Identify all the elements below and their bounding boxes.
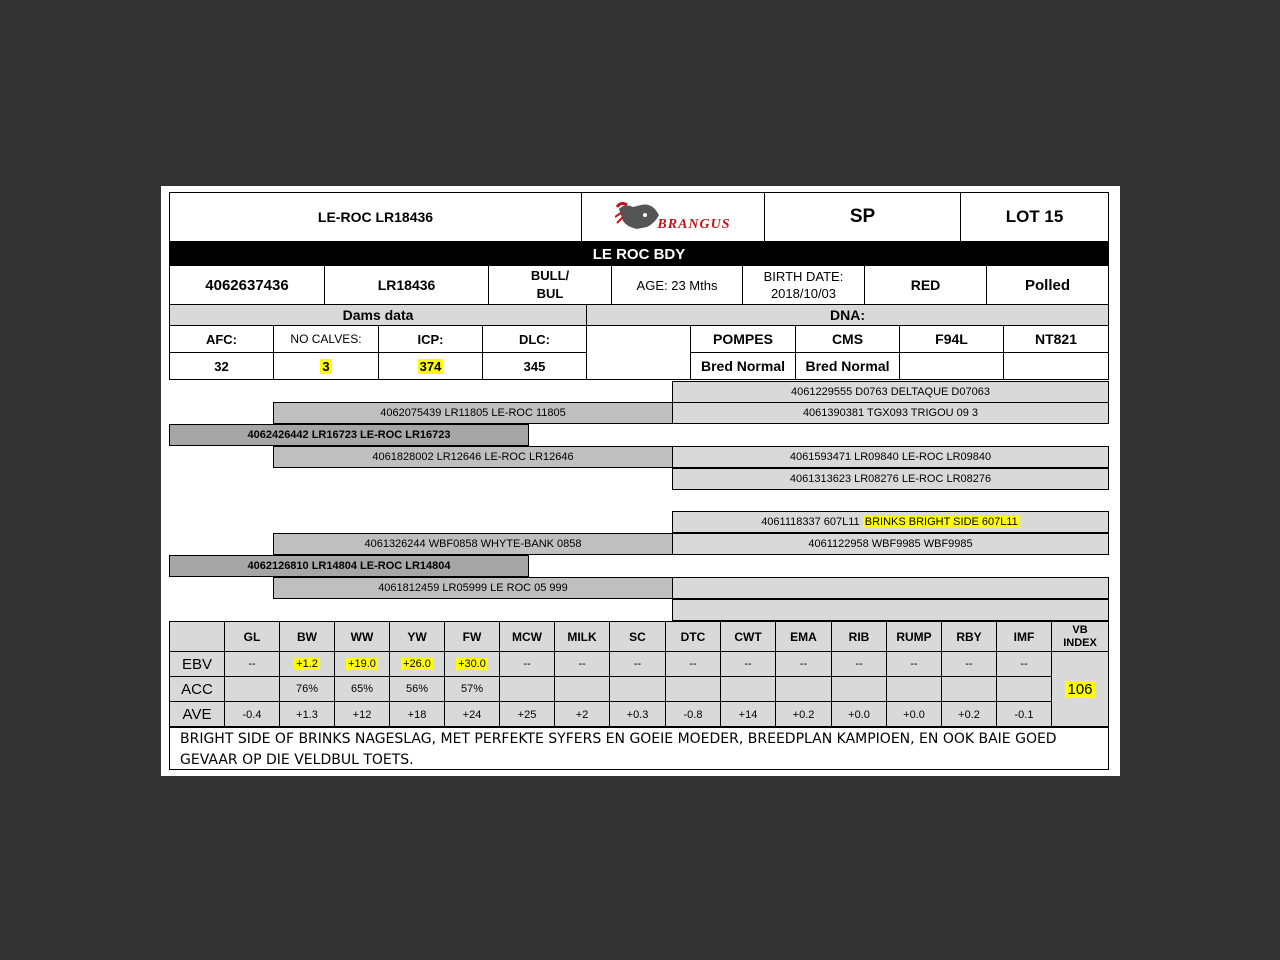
dna-value-f94l — [899, 352, 1004, 380]
ebv-header-dtc-text: DTC — [680, 629, 706, 644]
ebv-acc-fw — [444, 676, 500, 702]
ebv-ave-ema — [775, 701, 832, 728]
ebv-header-sc — [609, 621, 666, 652]
ebv-ave-gl — [224, 701, 280, 728]
dams-label-dlc-text: DLC: — [518, 331, 551, 347]
pedigree-dd — [273, 577, 673, 599]
ebv-ave-dtc-text: -0.8 — [683, 708, 703, 721]
ebv-ebv-imf-text: -- — [1020, 658, 1028, 670]
ebv-row-label-ave-text: AVE — [182, 706, 212, 723]
info-sex-line2: BUL — [536, 286, 564, 301]
ebv-header-sc-text: SC — [629, 629, 646, 644]
dams-value-dlc — [482, 352, 587, 380]
ebv-ave-fw — [444, 701, 500, 728]
pedigree-ddd — [672, 599, 1109, 621]
brangus-logo — [581, 192, 765, 242]
ebv-acc-milk — [554, 676, 610, 702]
ebv-ebv-mcw — [499, 651, 555, 677]
vb-index-header — [1051, 621, 1109, 652]
ebv-ebv-ww — [334, 651, 390, 677]
ebv-acc-rby — [941, 676, 997, 702]
ebv-acc-sc — [609, 676, 666, 702]
ebv-acc-bw — [279, 676, 335, 702]
ebv-row-label-acc — [169, 676, 225, 702]
ebv-header-ema-text: EMA — [790, 629, 817, 644]
ebv-ave-fw-text: +24 — [462, 708, 482, 721]
ebv-ave-cwt — [720, 701, 776, 728]
ebv-acc-ww-text: 65% — [350, 683, 374, 695]
ebv-header-ema — [775, 621, 832, 652]
dna-label-cms — [795, 325, 900, 353]
ebv-ave-rib-text: +0.0 — [848, 708, 870, 721]
info-birth-date: 2018/10/03 — [770, 286, 837, 301]
ebv-header-mcw-text: MCW — [512, 629, 542, 644]
pedigree-sire-text: 4062426442 LR16723 LE-ROC LR16723 — [247, 429, 451, 441]
vb-index-value — [1051, 651, 1109, 728]
dams-label-icp-text: ICP: — [417, 331, 444, 347]
info-birth-label: BIRTH DATE: — [763, 269, 844, 284]
ebv-ebv-dtc — [665, 651, 721, 677]
ebv-ave-gl-text: -0.4 — [242, 708, 262, 721]
ebv-header-milk-text: MILK — [567, 629, 597, 644]
ebv-ave-bw-text: +1.3 — [296, 708, 318, 721]
ebv-ebv-bw — [279, 651, 335, 677]
ebv-header-blank — [169, 621, 225, 652]
pedigree-sd-text: 4061828002 LR12646 LE-ROC LR12646 — [372, 451, 574, 463]
ebv-ebv-dtc-text: -- — [689, 658, 697, 670]
sp-text: SP — [849, 206, 876, 227]
ebv-ebv-imf — [996, 651, 1052, 677]
pedigree-dds — [672, 577, 1109, 599]
pedigree-ss-text: 4062075439 LR11805 LE-ROC 11805 — [380, 407, 566, 419]
info-id — [169, 265, 325, 305]
dna-label-nt821-text: NT821 — [1034, 331, 1078, 347]
ebv-ave-cwt-text: +14 — [738, 708, 758, 721]
animal-title-banner — [169, 242, 1109, 266]
ebv-ebv-rib — [831, 651, 887, 677]
ebv-header-rump-text: RUMP — [896, 629, 932, 644]
dams-title — [169, 304, 587, 326]
dams-value-calves-text: 3 — [322, 358, 330, 374]
ebv-header-mcw — [499, 621, 555, 652]
info-color — [864, 265, 987, 305]
ebv-ebv-rby — [941, 651, 997, 677]
dna-value-cms-text: Bred Normal — [805, 358, 890, 374]
ebv-ebv-milk — [554, 651, 610, 677]
ebv-header-fw-text: FW — [462, 629, 482, 644]
ebv-ave-rby — [941, 701, 997, 728]
ebv-header-ww-text: WW — [350, 629, 374, 644]
pedigree-dss — [672, 511, 1109, 533]
ebv-header-milk — [554, 621, 610, 652]
ebv-acc-rib — [831, 676, 887, 702]
ebv-ave-sc-text: +0.3 — [626, 708, 649, 721]
ebv-ebv-rump — [886, 651, 942, 677]
ebv-ebv-fw-text: +30.0 — [458, 658, 486, 670]
ebv-acc-imf — [996, 676, 1052, 702]
ebv-header-dtc — [665, 621, 721, 652]
ebv-ebv-bw-text: +1.2 — [296, 658, 318, 670]
ebv-ave-yw-text: +18 — [407, 708, 427, 721]
dna-label-cms-text: CMS — [831, 331, 864, 347]
ebv-ave-rib — [831, 701, 887, 728]
ebv-ave-rby-text: +0.2 — [958, 708, 980, 721]
ebv-acc-cwt — [720, 676, 776, 702]
vb-index-header-index-line2: INDEX — [1063, 636, 1097, 649]
dna-blank-cell — [586, 325, 691, 380]
comment-text: BRIGHT SIDE OF BRINKS NAGESLAG, MET PERFEKTE SYFERS EN GOEIE MOEDER, BREEDPLAN KAMPIOEN, EN OOK BAIE GOED GEVAAR OP DIE VELDBUL TOETS. — [180, 731, 1057, 768]
dna-value-nt821 — [1003, 352, 1109, 380]
pedigree-sds — [672, 446, 1109, 468]
ebv-acc-rump — [886, 676, 942, 702]
ebv-header-fw — [444, 621, 500, 652]
info-birth — [742, 265, 865, 305]
banner-text: LE ROC BDY — [592, 245, 686, 263]
pedigree-sds-text: 4061593471 LR09840 LE-ROC LR09840 — [789, 451, 992, 463]
ebv-ave-dtc — [665, 701, 721, 728]
pedigree-dd-text: 4061812459 LR05999 LE ROC 05 999 — [378, 582, 568, 594]
lot-number — [960, 192, 1109, 242]
dams-value-calves — [273, 352, 379, 380]
ebv-ebv-cwt-text: -- — [744, 658, 752, 670]
ebv-ebv-gl-text: -- — [248, 658, 256, 670]
ebv-row-label-ebv-text: EBV — [181, 655, 212, 673]
ebv-header-rump — [886, 621, 942, 652]
ebv-ebv-rby-text: -- — [965, 658, 973, 670]
animal-name — [169, 192, 582, 242]
dams-label-calves — [273, 325, 379, 353]
ebv-row-label-acc-text: ACC — [181, 680, 213, 698]
pedigree-dsd — [672, 533, 1109, 555]
pedigree-dss-id: 4061118337 607L11 — [761, 516, 860, 528]
ebv-ebv-rib-text: -- — [855, 658, 863, 670]
dna-label-pompes-text: POMPES — [713, 331, 773, 347]
ebv-ave-rump-text: +0.0 — [903, 708, 925, 721]
dams-value-dlc-text: 345 — [523, 358, 546, 374]
ebv-header-gl — [224, 621, 280, 652]
ebv-header-rby — [941, 621, 997, 652]
pedigree-ss — [273, 402, 673, 424]
pedigree-ssd-text: 4061390381 TGX093 TRIGOU 09 3 — [802, 407, 979, 419]
dna-label-f94l-text: F94L — [935, 331, 968, 347]
ebv-ave-milk — [554, 701, 610, 728]
ebv-ebv-yw — [389, 651, 445, 677]
info-tag-text: LR18436 — [377, 277, 436, 293]
info-horn — [986, 265, 1109, 305]
ebv-ave-mcw-text: +25 — [517, 708, 537, 721]
info-age-text: AGE: 23 Mths — [636, 277, 718, 293]
dams-label-dlc — [482, 325, 587, 353]
pedigree-sss — [672, 381, 1109, 403]
info-id-text: 4062637436 — [205, 276, 289, 294]
pedigree-dam — [169, 555, 529, 577]
info-sex — [488, 265, 612, 305]
dams-label-afc-text: AFC: — [205, 331, 238, 347]
ebv-acc-mcw — [499, 676, 555, 702]
ebv-ebv-ema-text: -- — [799, 658, 808, 670]
vb-index-value-text: 106 — [1067, 681, 1093, 698]
sp-cell — [764, 192, 961, 242]
ebv-header-bw-text: BW — [297, 629, 317, 644]
dna-title-text: DNA: — [830, 307, 865, 323]
pedigree-sss-text: 4061229555 D0763 DELTAQUE D07063 — [791, 386, 990, 398]
ebv-ebv-rump-text: -- — [910, 658, 918, 670]
info-sex-line1: BULL/ — [530, 268, 570, 283]
dams-title-text: Dams data — [342, 307, 414, 323]
ebv-header-rby-text: RBY — [956, 629, 982, 644]
dna-label-nt821 — [1003, 325, 1109, 353]
logo-text: BRANGUS — [657, 217, 731, 232]
ebv-acc-dtc — [665, 676, 721, 702]
dna-value-cms — [795, 352, 900, 380]
dna-title — [586, 304, 1109, 326]
ebv-ave-imf — [996, 701, 1052, 728]
ebv-ebv-sc-text: -- — [633, 658, 642, 670]
pedigree-dsd-text: 4061122958 WBF9985 WBF9985 — [808, 538, 973, 550]
info-age — [611, 265, 743, 305]
dna-label-f94l — [899, 325, 1004, 353]
dams-label-icp — [378, 325, 483, 353]
ebv-ave-imf-text: -0.1 — [1014, 708, 1034, 721]
ebv-acc-ema — [775, 676, 832, 702]
ebv-ebv-fw — [444, 651, 500, 677]
ebv-header-imf — [996, 621, 1052, 652]
ebv-ave-mcw — [499, 701, 555, 728]
pedigree-sire — [169, 424, 529, 446]
ebv-row-label-ave — [169, 701, 225, 728]
ebv-ave-yw — [389, 701, 445, 728]
pedigree-dam-text: 4062126810 LR14804 LE-ROC LR14804 — [247, 560, 451, 572]
ebv-acc-yw-text: 56% — [405, 683, 429, 695]
dna-label-pompes — [690, 325, 796, 353]
lot-card — [161, 186, 1120, 776]
pedigree-ssd — [672, 402, 1109, 424]
info-tag — [324, 265, 489, 305]
dams-label-afc — [169, 325, 274, 353]
dams-value-afc — [169, 352, 274, 380]
pedigree-sdd — [672, 468, 1109, 490]
pedigree-sdd-text: 4061313623 LR08276 LE-ROC LR08276 — [789, 473, 992, 485]
comment-box — [169, 726, 1109, 770]
ebv-header-bw — [279, 621, 335, 652]
ebv-ave-sc — [609, 701, 666, 728]
ebv-ave-ww — [334, 701, 390, 728]
ebv-header-cwt — [720, 621, 776, 652]
ebv-ave-ww-text: +12 — [352, 708, 372, 721]
dams-value-icp-text: 374 — [419, 358, 442, 374]
dams-label-calves-text: NO CALVES: — [290, 332, 362, 346]
ebv-header-yw — [389, 621, 445, 652]
animal-name-text: LE-ROC LR18436 — [317, 209, 434, 225]
ebv-acc-ww — [334, 676, 390, 702]
ebv-ave-ema-text: +0.2 — [792, 708, 815, 721]
dna-value-pompes-text: Bred Normal — [700, 358, 786, 374]
lot-text: LOT 15 — [1005, 207, 1064, 226]
ebv-ebv-gl — [224, 651, 280, 677]
ebv-header-yw-text: YW — [407, 629, 427, 644]
ebv-ebv-cwt — [720, 651, 776, 677]
ebv-header-rib-text: RIB — [848, 629, 870, 644]
pedigree-ds — [273, 533, 673, 555]
ebv-header-ww — [334, 621, 390, 652]
ebv-ave-milk-text: +2 — [575, 708, 589, 721]
ebv-ave-rump — [886, 701, 942, 728]
ebv-ebv-yw-text: +26.0 — [403, 658, 431, 670]
dams-value-icp — [378, 352, 483, 380]
dna-value-pompes — [690, 352, 796, 380]
ebv-ebv-sc — [609, 651, 666, 677]
dams-value-afc-text: 32 — [214, 358, 229, 374]
ebv-acc-gl — [224, 676, 280, 702]
ebv-header-cwt-text: CWT — [734, 629, 762, 644]
ebv-acc-fw-text: 57% — [460, 683, 484, 695]
ebv-header-rib — [831, 621, 887, 652]
info-horn-text: Polled — [1024, 276, 1070, 294]
info-color-text: RED — [910, 277, 941, 293]
ebv-header-imf-text: IMF — [1013, 629, 1035, 644]
ebv-ebv-ema — [775, 651, 832, 677]
ebv-ebv-milk-text: -- — [578, 658, 586, 670]
ebv-acc-yw — [389, 676, 445, 702]
ebv-header-gl-text: GL — [243, 629, 261, 644]
ebv-row-label-ebv — [169, 651, 225, 677]
vb-index-header-index-line1: VB — [1072, 623, 1088, 636]
ebv-ebv-mcw-text: -- — [523, 658, 531, 670]
ebv-ave-bw — [279, 701, 335, 728]
pedigree-ds-text: 4061326244 WBF0858 WHYTE-BANK 0858 — [364, 538, 582, 550]
pedigree-sd — [273, 446, 673, 468]
pedigree-dss-name: BRINKS BRIGHT SIDE 607L11 — [864, 516, 1018, 528]
ebv-ebv-ww-text: +19.0 — [348, 658, 376, 670]
ebv-acc-bw-text: 76% — [295, 683, 319, 695]
